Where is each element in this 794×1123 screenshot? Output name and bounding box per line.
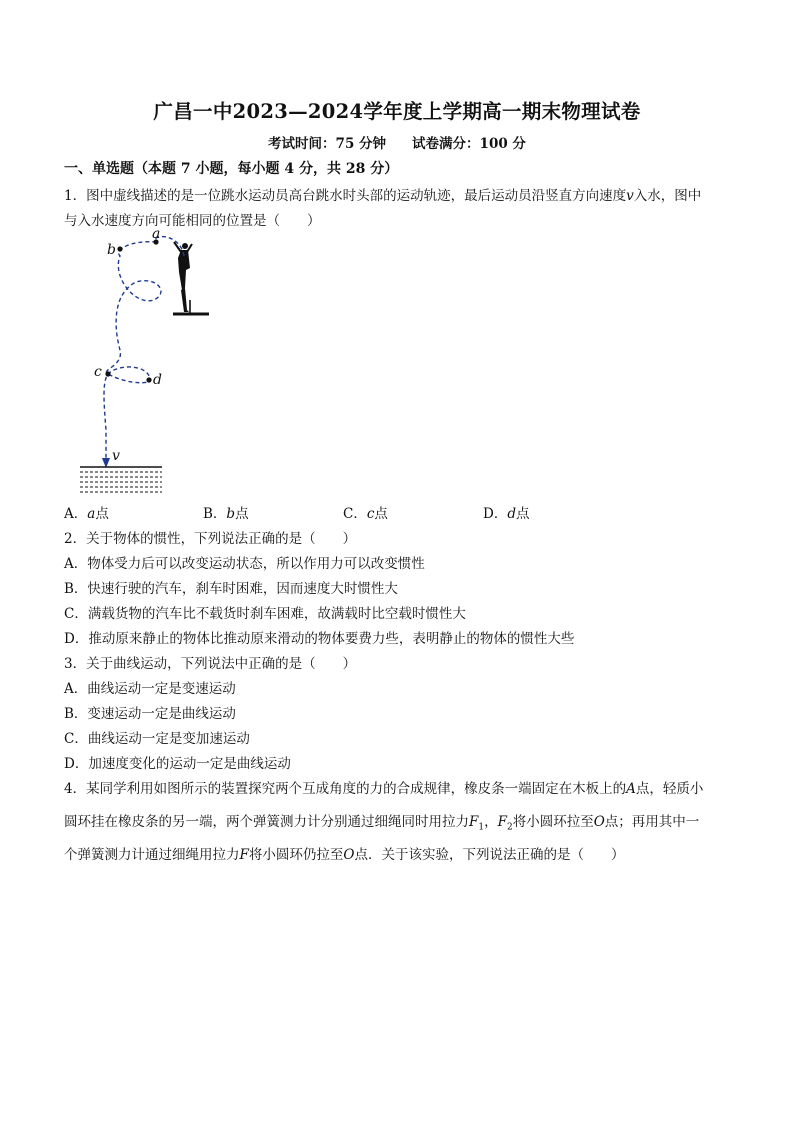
exam-time: 考试时间：75 分钟 <box>268 136 387 152</box>
q1-option-c[interactable]: C．c点 <box>343 506 388 522</box>
label-c: c <box>94 364 102 380</box>
q2-option-c[interactable]: C．满载货物的汽车比不载货时刹车困难，故满载时比空载时惯性大 <box>64 606 466 622</box>
water-surface <box>80 467 162 492</box>
q1-var-v: v <box>626 188 634 204</box>
label-v: v <box>112 448 120 464</box>
diving-trajectory-figure <box>60 228 220 500</box>
point-b <box>117 246 122 251</box>
exam-title: 广昌一中2023—2024学年度上学期高一期末物理试卷 <box>153 100 641 123</box>
q1-option-a[interactable]: A．a点 <box>64 506 109 522</box>
q1-option-d[interactable]: D．d点 <box>483 506 530 522</box>
q3-stem: 3．关于曲线运动，下列说法中正确的是（ ） <box>64 656 357 672</box>
q3-option-d[interactable]: D．加速度变化的运动一定是曲线运动 <box>64 756 291 772</box>
q3-option-a[interactable]: A．曲线运动一定是变速运动 <box>64 681 236 697</box>
exam-score: 试卷满分：100 分 <box>412 136 526 152</box>
q2-option-a[interactable]: A．物体受力后可以改变运动状态，所以作用力可以改变惯性 <box>64 556 425 572</box>
q4-stem-line1: 4．某同学利用如图所示的装置探究两个互成角度的力的合成规律，橡皮条一端固定在木板上的A点，轻质小 <box>64 781 704 797</box>
label-a: a <box>152 228 161 242</box>
q2-stem: 2．关于物体的惯性，下列说法正确的是（ ） <box>64 531 357 547</box>
label-b: b <box>107 242 116 258</box>
point-d <box>146 377 151 382</box>
q1-option-b[interactable]: B．b点 <box>203 506 249 522</box>
q2-option-d[interactable]: D．推动原来静止的物体比推动原来滑动的物体要费力些，表明静止的物体的惯性大些 <box>64 631 575 647</box>
q3-option-b[interactable]: B．变速运动一定是曲线运动 <box>64 706 236 722</box>
q3-option-c[interactable]: C．曲线运动一定是变加速运动 <box>64 731 250 747</box>
section-heading: 一、单选题（本题 7 小题，每小题 4 分，共 28 分） <box>64 161 399 177</box>
q4-stem-line2: 圆环挂在橡皮条的另一端，两个弹簧测力计分别通过细绳同时用拉力$F_1$，$F_2$将小圆环拉至O点；再用其中一 <box>64 814 700 833</box>
exam-info <box>0 132 794 152</box>
q4-stem-line3: 个弹簧测力计通过细绳用拉力F将小圆环仍拉至O点．关于该实验，下列说法正确的是（ ） <box>64 847 625 863</box>
q1-stem-line1: 1．图中虚线描述的是一位跳水运动员高台跳水时头部的运动轨迹，最后运动员沿竖直方向速度v入水，图中 <box>64 188 702 204</box>
label-d: d <box>153 372 162 388</box>
q2-option-b[interactable]: B．快速行驶的汽车，刹车时困难，因而速度大时惯性大 <box>64 581 398 597</box>
q1-stem-line2: 与入水速度方向可能相同的位置是（ ） <box>64 213 321 229</box>
point-c <box>105 371 110 376</box>
trajectory-path <box>104 237 184 460</box>
